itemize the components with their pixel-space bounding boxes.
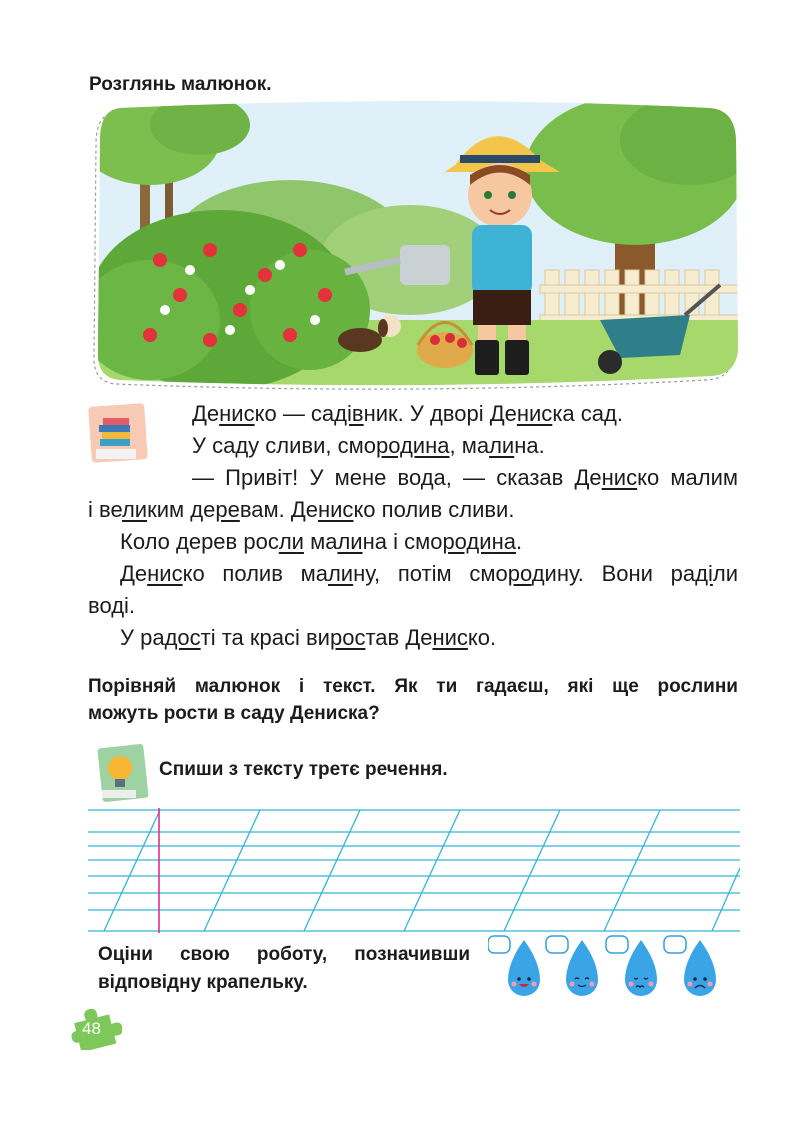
text-segment: на і смо [362, 529, 443, 554]
story-line [88, 494, 514, 526]
text-segment: У саду сливи, смо [192, 433, 376, 458]
text-segment: ко. [467, 625, 497, 650]
underlined-syllable: нис [219, 401, 255, 426]
underlined-syllable: ли [327, 561, 354, 586]
underlined-syllable: дос [164, 625, 201, 650]
text-segment: , ма [449, 433, 490, 458]
story-line [120, 558, 738, 590]
underlined-syllable: ли [278, 529, 304, 554]
text-segment: тав Де [365, 625, 433, 650]
text-segment: ко малим [637, 465, 738, 490]
self-assessment-line-2: відповідну крапельку. [98, 972, 308, 993]
text-segment: ли [712, 561, 738, 586]
underlined-syllable: роди [442, 529, 492, 554]
books-icon [86, 401, 150, 465]
text-segment: ким де [147, 497, 216, 522]
underlined-syllable: ре [215, 497, 240, 522]
text-segment: ко — са [254, 401, 335, 426]
text-segment: Коло дерев рос [120, 529, 279, 554]
underlined-syllable: дів [334, 401, 364, 426]
underlined-syllable: нис [147, 561, 183, 586]
underlined-syllable: нис [432, 625, 468, 650]
underlined-syllable: ро [507, 561, 532, 586]
drop-happy[interactable] [488, 936, 540, 996]
underlined-syllable: ли [489, 433, 515, 458]
underlined-syllable: нис [516, 401, 553, 426]
underlined-syllable: нис [317, 497, 354, 522]
page-number: 48 [82, 1019, 101, 1038]
lightbulb-icon [96, 742, 150, 804]
underlined-syllable: на [491, 529, 516, 554]
story-line [192, 398, 623, 430]
drop-sad[interactable] [664, 936, 716, 996]
text-segment: воді. [88, 593, 136, 618]
text-segment: У ра [120, 625, 165, 650]
text-segment: і ве [88, 497, 122, 522]
text-segment: ко полив ма [182, 561, 328, 586]
story-line [192, 430, 545, 462]
task-copy-sentence: Спиши з тексту третє речення. [159, 759, 448, 780]
text-segment: ма [303, 529, 338, 554]
text-segment: ка сад. [552, 401, 623, 426]
task-question-line-2: можуть рости в саду Дениска? [88, 703, 380, 724]
text-segment: Де [192, 401, 220, 426]
rating-drops [488, 934, 738, 1004]
text-segment: ко полив сливи. [353, 497, 515, 522]
text-segment: ник. У дворі Де [363, 401, 517, 426]
story-line [120, 622, 496, 654]
handwriting-lines[interactable] [88, 808, 740, 938]
text-segment: на. [514, 433, 545, 458]
text-segment: ті та красі ви [200, 625, 330, 650]
underlined-syllable: ли [337, 529, 363, 554]
story-line [120, 526, 522, 558]
underlined-syllable: нис [601, 465, 638, 490]
text-segment: Де [120, 561, 148, 586]
underlined-syllable: роди [375, 433, 426, 458]
text-segment: дину. Вони ра [531, 561, 696, 586]
underlined-syllable: на [425, 433, 450, 458]
story-line [192, 462, 738, 494]
underlined-syllable: ли [121, 497, 148, 522]
self-assessment-line-1: Оціни свою роботу, позначивши [98, 944, 470, 965]
story-line [88, 590, 135, 622]
task-title-look-at-picture: Розглянь малюнок. [89, 74, 272, 95]
text-segment: — Привіт! У мене вода, — сказав Де [192, 465, 602, 490]
task-question-line-1: Порівняй малюнок і текст. Як ти гадаєш, які ще рослини [88, 676, 738, 697]
underlined-syllable: рос [329, 625, 366, 650]
text-segment: вам. Де [239, 497, 318, 522]
drop-worried[interactable] [606, 936, 657, 996]
underlined-syllable: ді [695, 561, 713, 586]
garden-illustration [90, 100, 740, 390]
text-segment: ну, потім смо [353, 561, 508, 586]
text-segment: . [515, 529, 523, 554]
drop-content[interactable] [546, 936, 598, 996]
